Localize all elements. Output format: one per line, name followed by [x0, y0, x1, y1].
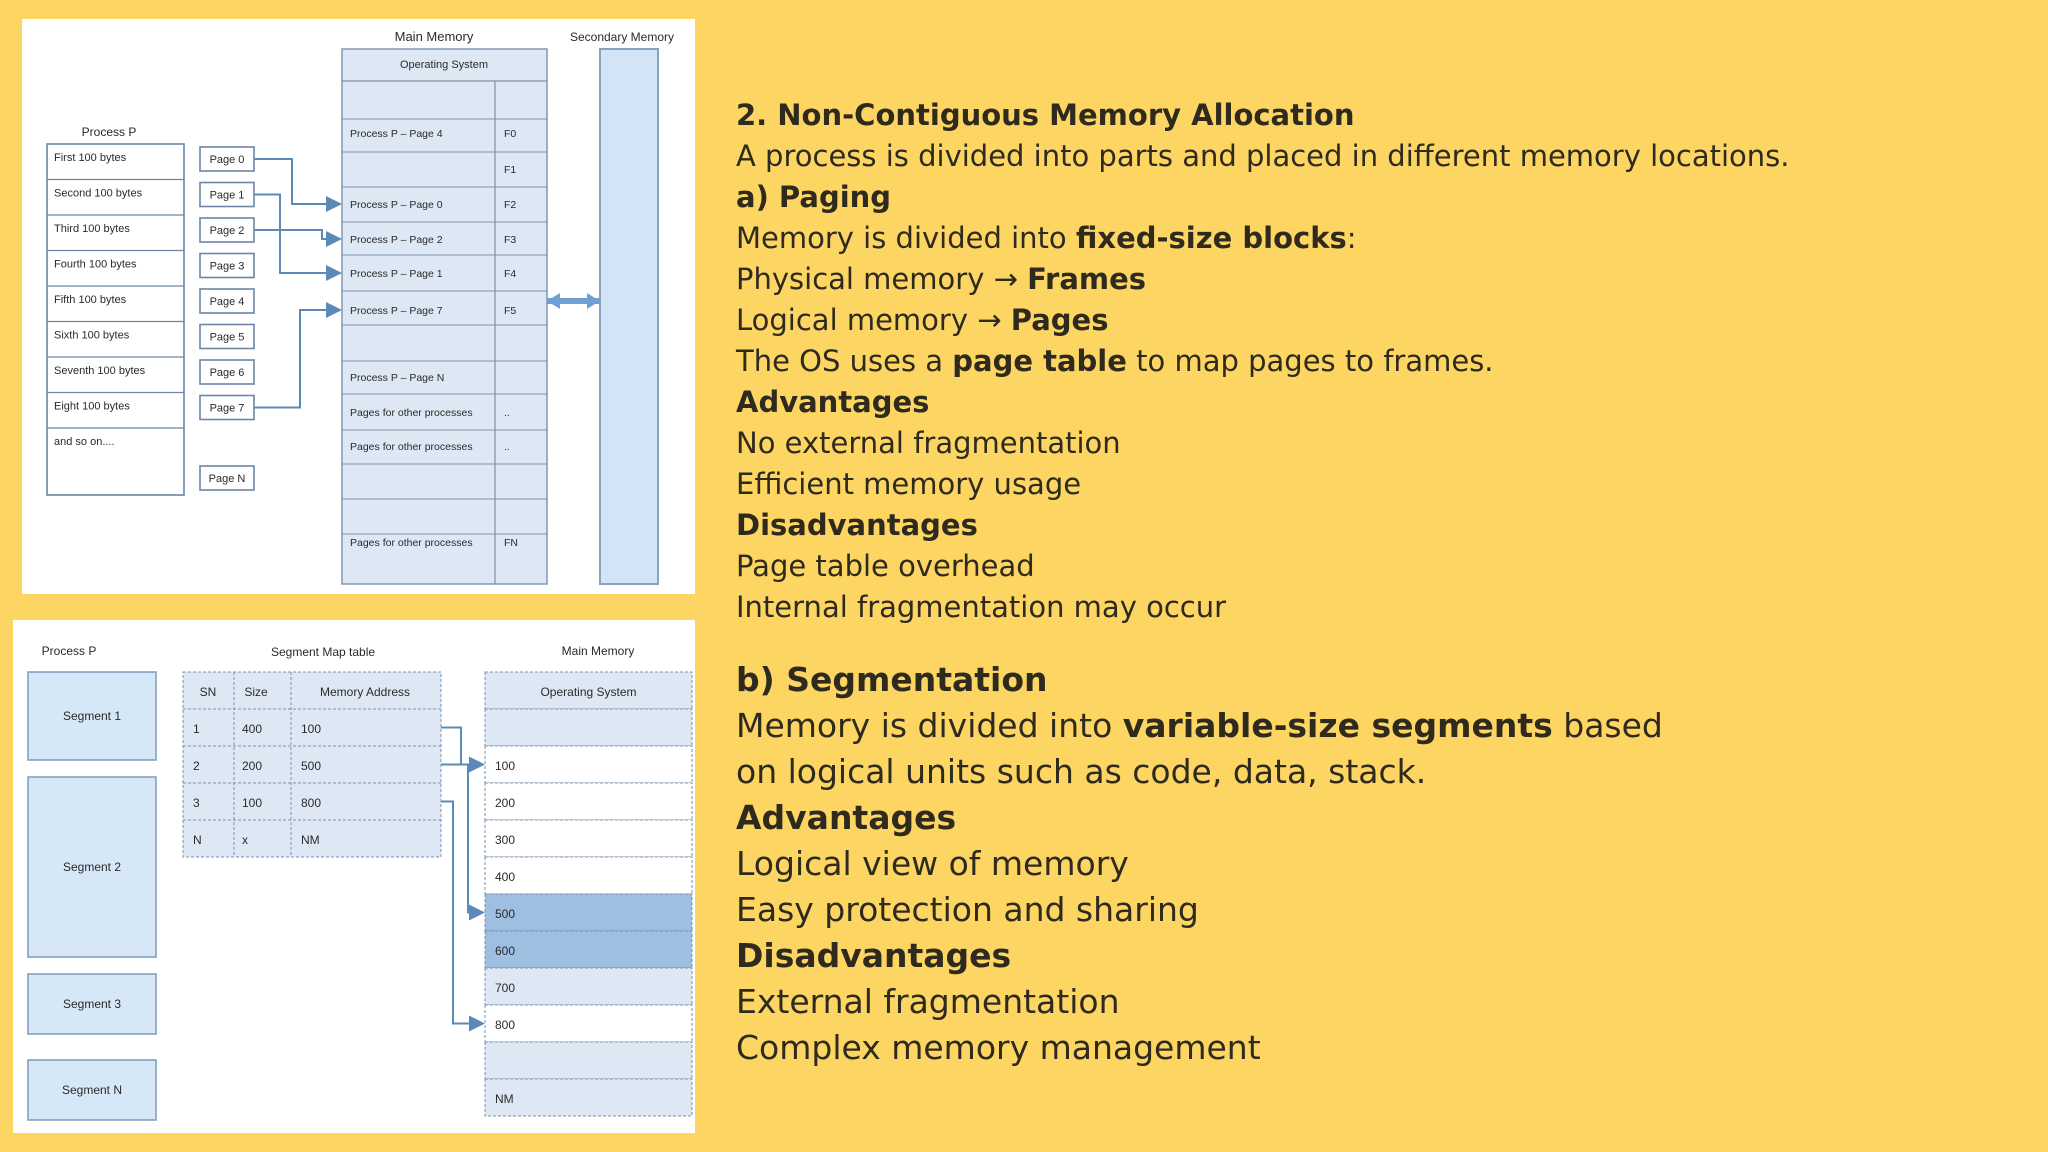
- memory-row: [485, 968, 692, 1005]
- svg-text:Pages for other processes: Pages for other processes: [350, 537, 473, 549]
- segmentation-heading: b) Segmentation: [736, 660, 1048, 699]
- segmentation-line-1: Memory is divided into variable-size segments based: [736, 706, 1663, 745]
- svg-text:Process P – Page N: Process P – Page N: [350, 372, 445, 384]
- process-row-label: First 100 bytes: [54, 152, 127, 164]
- os-label: Operating System: [399, 59, 489, 71]
- process-row-label: Eight 100 bytes: [54, 400, 130, 413]
- svg-text:100: 100: [495, 759, 516, 773]
- svg-text:N: N: [193, 833, 202, 847]
- notes-panel: [736, 95, 2026, 1071]
- svg-text:x: x: [242, 833, 248, 847]
- page-box: [200, 147, 254, 171]
- svg-text:Process P – Page 7: Process P – Page 7: [350, 305, 443, 317]
- svg-text:Segment 3: Segment 3: [62, 997, 122, 1011]
- svg-text:Pages for other processes: Pages for other processes: [350, 407, 473, 419]
- segmentation-disadvantages-heading: Disadvantages: [736, 936, 1012, 975]
- svg-text:800: 800: [301, 796, 322, 810]
- svg-text:..: ..: [504, 441, 510, 453]
- seg-process-label: Process P: [41, 644, 97, 658]
- svg-text:Segment N: Segment N: [61, 1083, 123, 1097]
- svg-text:..: ..: [504, 407, 510, 419]
- memory-os-label: Operating System: [540, 685, 637, 699]
- page-box: [200, 254, 254, 278]
- process-row-label: Sixth 100 bytes: [54, 329, 130, 342]
- svg-text:Process P – Page 2: Process P – Page 2: [350, 234, 443, 246]
- paging-diagram-svg: [22, 19, 695, 594]
- segment-mapping-arrow: [441, 765, 483, 913]
- svg-text:F5: F5: [504, 305, 517, 317]
- svg-text:F3: F3: [504, 234, 517, 246]
- paging-advantage-item: Efficient memory usage: [736, 467, 1082, 501]
- svg-text:400: 400: [495, 870, 516, 884]
- paging-diagram: [22, 19, 695, 594]
- memory-row: [485, 1042, 692, 1079]
- page-box: [200, 218, 254, 242]
- page-box: [200, 289, 254, 313]
- notes-title: 2. Non-Contiguous Memory Allocation: [736, 98, 1355, 132]
- svg-text:F0: F0: [504, 128, 517, 140]
- svg-text:800: 800: [495, 1018, 516, 1032]
- process-label: Process P: [81, 125, 137, 139]
- svg-text:1: 1: [193, 722, 200, 736]
- svg-text:Process P – Page 4: Process P – Page 4: [350, 128, 443, 140]
- segment-mapping-arrow: [441, 728, 483, 765]
- page-mapping-arrow: [254, 195, 340, 274]
- process-row-label: Third 100 bytes: [54, 223, 130, 235]
- svg-text:Segment 2: Segment 2: [62, 860, 122, 874]
- process-row-label: Fifth 100 bytes: [54, 294, 127, 306]
- paging-disadvantage-item: Internal fragmentation may occur: [736, 590, 1227, 624]
- memory-row: [485, 857, 692, 894]
- memory-row: [485, 783, 692, 820]
- svg-text:Page 0: Page 0: [209, 154, 245, 166]
- svg-text:2: 2: [193, 759, 200, 773]
- paging-advantages-heading: Advantages: [736, 385, 930, 419]
- segmentation-advantage-item: Easy protection and sharing: [736, 890, 1199, 929]
- segment-box: [28, 777, 156, 957]
- page-box: [200, 183, 254, 207]
- paging-line-3: Logical memory → Pages: [736, 303, 1109, 337]
- segment-map-table-label: Segment Map table: [270, 645, 376, 659]
- svg-text:Page 5: Page 5: [209, 331, 245, 344]
- svg-text:FN: FN: [504, 537, 518, 549]
- segmentation-advantages-heading: Advantages: [736, 798, 957, 837]
- svg-text:NM: NM: [495, 1092, 514, 1106]
- paging-line-1: Memory is divided into fixed-size blocks:: [736, 221, 1357, 255]
- svg-text:600: 600: [495, 944, 516, 958]
- segment-box: [28, 672, 156, 760]
- notes-intro: A process is divided into parts and placed in different memory locations.: [736, 139, 1790, 173]
- svg-text:Process P – Page 1: Process P – Page 1: [350, 268, 443, 280]
- segmentation-disadvantage-item: Complex memory management: [736, 1028, 1261, 1067]
- process-row-label: Fourth 100 bytes: [54, 258, 137, 271]
- process-row-label: Second 100 bytes: [54, 187, 143, 200]
- svg-text:Pages for other processes: Pages for other processes: [350, 441, 473, 453]
- table-header: Memory Address: [319, 685, 411, 699]
- paging-advantage-item: No external fragmentation: [736, 426, 1121, 460]
- paging-disadvantages-heading: Disadvantages: [736, 508, 978, 542]
- svg-text:Page 3: Page 3: [209, 260, 245, 273]
- memory-row: [485, 894, 692, 931]
- process-row-label: Seventh 100 bytes: [54, 365, 146, 377]
- memory-row: [485, 1079, 692, 1116]
- svg-text:500: 500: [495, 907, 516, 921]
- page-box: [200, 325, 254, 349]
- svg-text:F4: F4: [504, 268, 517, 280]
- page-mapping-arrow: [254, 230, 340, 239]
- page-box: [200, 466, 254, 490]
- svg-text:300: 300: [495, 833, 516, 847]
- svg-text:Page 6: Page 6: [209, 367, 245, 379]
- svg-text:200: 200: [495, 796, 516, 810]
- memory-row: [485, 931, 692, 968]
- svg-text:3: 3: [193, 796, 200, 810]
- svg-text:Page 4: Page 4: [209, 296, 245, 308]
- table-header: Size: [244, 685, 268, 699]
- svg-text:100: 100: [301, 722, 322, 736]
- page-mapping-arrow: [254, 159, 340, 204]
- secondary-memory-label: Secondary Memory: [569, 30, 675, 44]
- svg-text:500: 500: [301, 759, 322, 773]
- svg-text:Page N: Page N: [208, 473, 246, 485]
- page-box: [200, 396, 254, 420]
- secondary-memory-column: [600, 49, 658, 584]
- memory-frame: [504, 164, 516, 176]
- segmentation-diagram: [13, 620, 695, 1133]
- memory-frame: [350, 372, 444, 384]
- segmentation-advantage-item: Logical view of memory: [736, 844, 1129, 883]
- svg-text:Page 1: Page 1: [209, 189, 245, 202]
- memory-row: [485, 1005, 692, 1042]
- table-header: SN: [199, 685, 217, 699]
- svg-text:F2: F2: [504, 199, 517, 211]
- segmentation-disadvantage-item: External fragmentation: [736, 982, 1120, 1021]
- seg-main-memory-label: Main Memory: [561, 644, 635, 658]
- svg-text:NM: NM: [301, 833, 320, 847]
- paging-disadvantage-item: Page table overhead: [736, 549, 1035, 583]
- page-mapping-arrow: [254, 310, 340, 408]
- svg-text:F1: F1: [504, 164, 517, 176]
- svg-text:400: 400: [242, 722, 263, 736]
- svg-text:Process P – Page 0: Process P – Page 0: [350, 199, 443, 211]
- memory-row: [485, 746, 692, 783]
- main-memory-label: Main Memory: [394, 29, 474, 44]
- svg-text:Page 7: Page 7: [209, 402, 245, 415]
- svg-text:Segment 1: Segment 1: [62, 709, 122, 723]
- segmentation-line-2: on logical units such as code, data, stack.: [736, 752, 1427, 791]
- svg-text:200: 200: [242, 759, 263, 773]
- page-box: [200, 360, 254, 384]
- segment-box: [28, 974, 156, 1034]
- segmentation-diagram-svg: [13, 620, 695, 1133]
- svg-text:700: 700: [495, 981, 516, 995]
- svg-text:100: 100: [242, 796, 263, 810]
- svg-text:Page 2: Page 2: [209, 225, 245, 237]
- paging-heading: a) Paging: [736, 180, 892, 214]
- memory-row: [485, 820, 692, 857]
- segment-box: [28, 1060, 156, 1120]
- paging-line-2: Physical memory → Frames: [736, 262, 1147, 296]
- process-row-label: and so on....: [54, 436, 115, 448]
- paging-line-4: The OS uses a page table to map pages to frames.: [736, 344, 1494, 378]
- memory-row: [485, 709, 692, 746]
